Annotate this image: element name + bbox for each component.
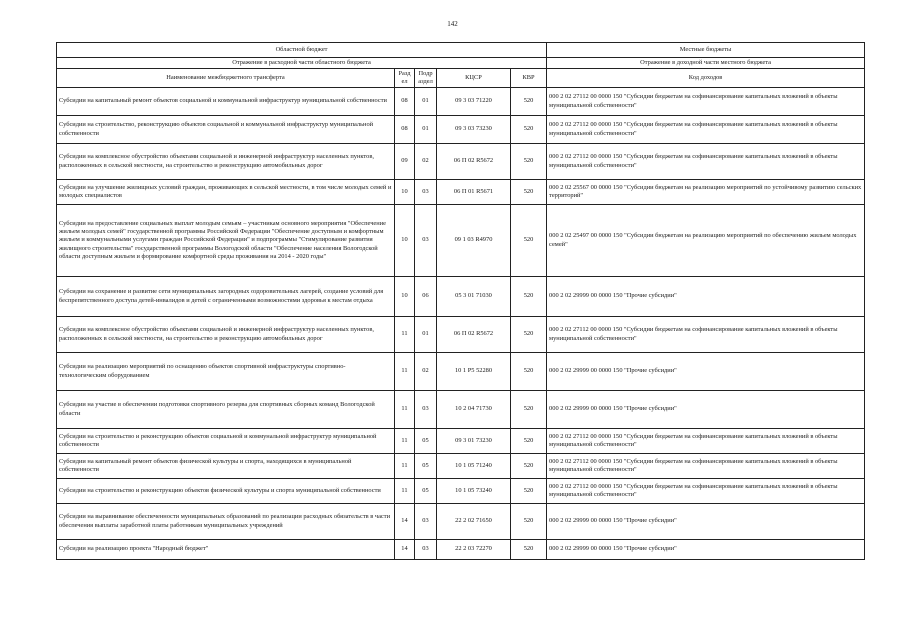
kcsr-cell: 09 3 03 71220 bbox=[437, 88, 511, 116]
kcsr-cell: 10 2 04 71730 bbox=[437, 391, 511, 429]
section-cell: 11 bbox=[395, 391, 415, 429]
section-cell: 11 bbox=[395, 479, 415, 504]
kcsr-cell: 09 3 03 73230 bbox=[437, 116, 511, 144]
income-code-cell: 000 2 02 27112 00 0000 150 "Субсидии бюджетам на софинансирование капитальных вложений в объекты муниципальной собственности" bbox=[547, 116, 865, 144]
local-budgets-header: Местные бюджеты bbox=[547, 43, 865, 58]
transfer-name-cell: Субсидии на строительство и реконструкцию объектов социальной и коммунальной инфраструктур муниципальной собственности bbox=[57, 429, 395, 454]
table-row bbox=[57, 277, 865, 317]
table-row bbox=[57, 540, 865, 560]
transfer-name-cell: Субсидии на капитальный ремонт объектов физической культуры и спорта, находящихся в муниципальной собственности bbox=[57, 454, 395, 479]
transfer-name-cell: Субсидии на реализацию проекта "Народный бюджет" bbox=[57, 540, 395, 560]
transfer-name-cell: Субсидии на предоставление социальных выплат молодым семьям – участникам основного мероприятия "Обеспечение жильем молодых семей" государственной программы Российской Федерации "Обеспечение доступным и комфортным жильем и коммунальными услугами граждан Российской Федерации" и подпрограммы "Стимулирование развития жилищного строительства" государственной программы Вологодской области "Обеспечение населения Вологодской области доступным жильем и формирование комфортной среды проживания на 2014 - 2020 годы" bbox=[57, 205, 395, 277]
kvr-cell: 520 bbox=[511, 429, 547, 454]
section-cell: 11 bbox=[395, 429, 415, 454]
page-number: 142 bbox=[447, 20, 458, 28]
section-cell: 11 bbox=[395, 454, 415, 479]
table-row bbox=[57, 116, 865, 144]
income-code-cell: 000 2 02 25567 00 0000 150 "Субсидии бюджетам на реализацию мероприятий по устойчивому развитию сельских территорий" bbox=[547, 180, 865, 205]
table-row bbox=[57, 391, 865, 429]
regional-budget-header: Областной бюджет bbox=[57, 43, 547, 58]
column-header-name: Наименование межбюджетного трансферта bbox=[57, 69, 395, 88]
kvr-cell: 520 bbox=[511, 116, 547, 144]
table-row bbox=[57, 429, 865, 454]
kvr-cell: 520 bbox=[511, 144, 547, 180]
subsection-cell: 01 bbox=[415, 88, 437, 116]
subsection-cell: 03 bbox=[415, 540, 437, 560]
subsection-cell: 03 bbox=[415, 391, 437, 429]
subsection-cell: 05 bbox=[415, 454, 437, 479]
income-code-cell: 000 2 02 25497 00 0000 150 "Субсидии бюджетам на реализацию мероприятий по обеспечению жильем молодых семей" bbox=[547, 205, 865, 277]
kcsr-cell: 09 1 03 R4970 bbox=[437, 205, 511, 277]
section-cell: 14 bbox=[395, 540, 415, 560]
income-code-cell: 000 2 02 29999 00 0000 150 "Прочие субсидии" bbox=[547, 391, 865, 429]
income-code-cell: 000 2 02 29999 00 0000 150 "Прочие субсидии" bbox=[547, 353, 865, 391]
kvr-cell: 520 bbox=[511, 391, 547, 429]
kvr-cell: 520 bbox=[511, 277, 547, 317]
kvr-cell: 520 bbox=[511, 504, 547, 540]
income-code-cell: 000 2 02 27112 00 0000 150 "Субсидии бюджетам на софинансирование капитальных вложений в объекты муниципальной собственности" bbox=[547, 429, 865, 454]
kvr-cell: 520 bbox=[511, 353, 547, 391]
income-code-cell: 000 2 02 27112 00 0000 150 "Субсидии бюджетам на софинансирование капитальных вложений в объекты муниципальной собственности" bbox=[547, 317, 865, 353]
kvr-cell: 520 bbox=[511, 454, 547, 479]
income-code-cell: 000 2 02 29999 00 0000 150 "Прочие субсидии" bbox=[547, 277, 865, 317]
section-cell: 08 bbox=[395, 116, 415, 144]
income-code-cell: 000 2 02 29999 00 0000 150 "Прочие субсидии" bbox=[547, 540, 865, 560]
table-row bbox=[57, 88, 865, 116]
column-header-section: Разд ел bbox=[395, 69, 415, 88]
table-row bbox=[57, 180, 865, 205]
table-body bbox=[57, 88, 865, 560]
subsection-cell: 01 bbox=[415, 317, 437, 353]
table-row bbox=[57, 454, 865, 479]
section-cell: 08 bbox=[395, 88, 415, 116]
table-row bbox=[57, 144, 865, 180]
table-row bbox=[57, 504, 865, 540]
transfer-name-cell: Субсидии на комплексное обустройство объектами социальной и инженерной инфраструктур населенных пунктов, расположенных в сельской местности, на строительство и реконструкцию автомобильных дорог bbox=[57, 317, 395, 353]
column-header-kvr: КВР bbox=[511, 69, 547, 88]
table-row bbox=[57, 353, 865, 391]
kvr-cell: 520 bbox=[511, 205, 547, 277]
kcsr-cell: 10 1 05 73240 bbox=[437, 479, 511, 504]
budget-table bbox=[56, 42, 865, 560]
income-code-cell: 000 2 02 27112 00 0000 150 "Субсидии бюджетам на софинансирование капитальных вложений в объекты муниципальной собственности" bbox=[547, 479, 865, 504]
local-income-header: Отражение в доходной части местного бюджета bbox=[547, 58, 865, 69]
transfer-name-cell: Субсидии на строительство и реконструкцию объектов физической культуры и спорта муниципальной собственности bbox=[57, 479, 395, 504]
kvr-cell: 520 bbox=[511, 317, 547, 353]
kvr-cell: 520 bbox=[511, 479, 547, 504]
transfer-name-cell: Субсидии на участие в обеспечении подготовки спортивного резерва для спортивных сборных команд Вологодской области bbox=[57, 391, 395, 429]
income-code-cell: 000 2 02 27112 00 0000 150 "Субсидии бюджетам на софинансирование капитальных вложений в объекты муниципальной собственности" bbox=[547, 144, 865, 180]
income-code-cell: 000 2 02 29999 00 0000 150 "Прочие субсидии" bbox=[547, 504, 865, 540]
subsection-cell: 05 bbox=[415, 479, 437, 504]
kcsr-cell: 10 1 Р5 52280 bbox=[437, 353, 511, 391]
subsection-cell: 03 bbox=[415, 205, 437, 277]
kcsr-cell: 06 П 02 R5672 bbox=[437, 317, 511, 353]
kcsr-cell: 22 2 02 71650 bbox=[437, 504, 511, 540]
transfer-name-cell: Субсидии на улучшение жилищных условий граждан, проживающих в сельской местности, в том числе молодых семей и молодых специалистов bbox=[57, 180, 395, 205]
transfer-name-cell: Субсидии на сохранение и развитие сети муниципальных загородных оздоровительных лагерей, создание условий для беспрепятственного доступа детей-инвалидов и детей с ограниченными возможностями здоровья к местам отдыха bbox=[57, 277, 395, 317]
section-cell: 09 bbox=[395, 144, 415, 180]
column-header-income-code: Код доходов bbox=[547, 69, 865, 88]
kcsr-cell: 22 2 03 72270 bbox=[437, 540, 511, 560]
subsection-cell: 01 bbox=[415, 116, 437, 144]
section-cell: 11 bbox=[395, 317, 415, 353]
subsection-cell: 03 bbox=[415, 180, 437, 205]
kcsr-cell: 10 1 05 71240 bbox=[437, 454, 511, 479]
kcsr-cell: 09 3 01 73230 bbox=[437, 429, 511, 454]
subsection-cell: 02 bbox=[415, 144, 437, 180]
column-header-subsection: Подр аздел bbox=[415, 69, 437, 88]
regional-expense-header: Отражение в расходной части областного бюджета bbox=[57, 58, 547, 69]
table-row bbox=[57, 317, 865, 353]
section-cell: 14 bbox=[395, 504, 415, 540]
column-header-kcsr: КЦСР bbox=[437, 69, 511, 88]
transfer-name-cell: Субсидии на комплексное обустройство объектами социальной и инженерной инфраструктур населенных пунктов, расположенных в сельской местности, на строительство и реконструкцию автомобильных дорог bbox=[57, 144, 395, 180]
table-row bbox=[57, 479, 865, 504]
section-cell: 10 bbox=[395, 180, 415, 205]
kvr-cell: 520 bbox=[511, 540, 547, 560]
subsection-cell: 03 bbox=[415, 504, 437, 540]
transfer-name-cell: Субсидии на капитальный ремонт объектов социальной и коммунальной инфраструктур муниципальной собственности bbox=[57, 88, 395, 116]
table-row bbox=[57, 205, 865, 277]
income-code-cell: 000 2 02 27112 00 0000 150 "Субсидии бюджетам на софинансирование капитальных вложений в объекты муниципальной собственности" bbox=[547, 88, 865, 116]
kvr-cell: 520 bbox=[511, 180, 547, 205]
income-code-cell: 000 2 02 27112 00 0000 150 "Субсидии бюджетам на софинансирование капитальных вложений в объекты муниципальной собственности" bbox=[547, 454, 865, 479]
transfer-name-cell: Субсидии на реализацию мероприятий по оснащению объектов спортивной инфраструктуры спортивно-технологическим оборудованием bbox=[57, 353, 395, 391]
kcsr-cell: 06 П 02 R5672 bbox=[437, 144, 511, 180]
section-cell: 11 bbox=[395, 353, 415, 391]
subsection-cell: 06 bbox=[415, 277, 437, 317]
transfer-name-cell: Субсидии на выравнивание обеспеченности муниципальных образований по реализации расходных обязательств в части обеспечения выплаты заработной платы работникам муниципальных учреждений bbox=[57, 504, 395, 540]
subsection-cell: 02 bbox=[415, 353, 437, 391]
section-cell: 10 bbox=[395, 205, 415, 277]
kcsr-cell: 05 3 01 71030 bbox=[437, 277, 511, 317]
subsection-cell: 05 bbox=[415, 429, 437, 454]
transfer-name-cell: Субсидии на строительство, реконструкцию объектов социальной и коммунальной инфраструктур муниципальной собственности bbox=[57, 116, 395, 144]
kvr-cell: 520 bbox=[511, 88, 547, 116]
kcsr-cell: 06 П 01 R5671 bbox=[437, 180, 511, 205]
section-cell: 10 bbox=[395, 277, 415, 317]
